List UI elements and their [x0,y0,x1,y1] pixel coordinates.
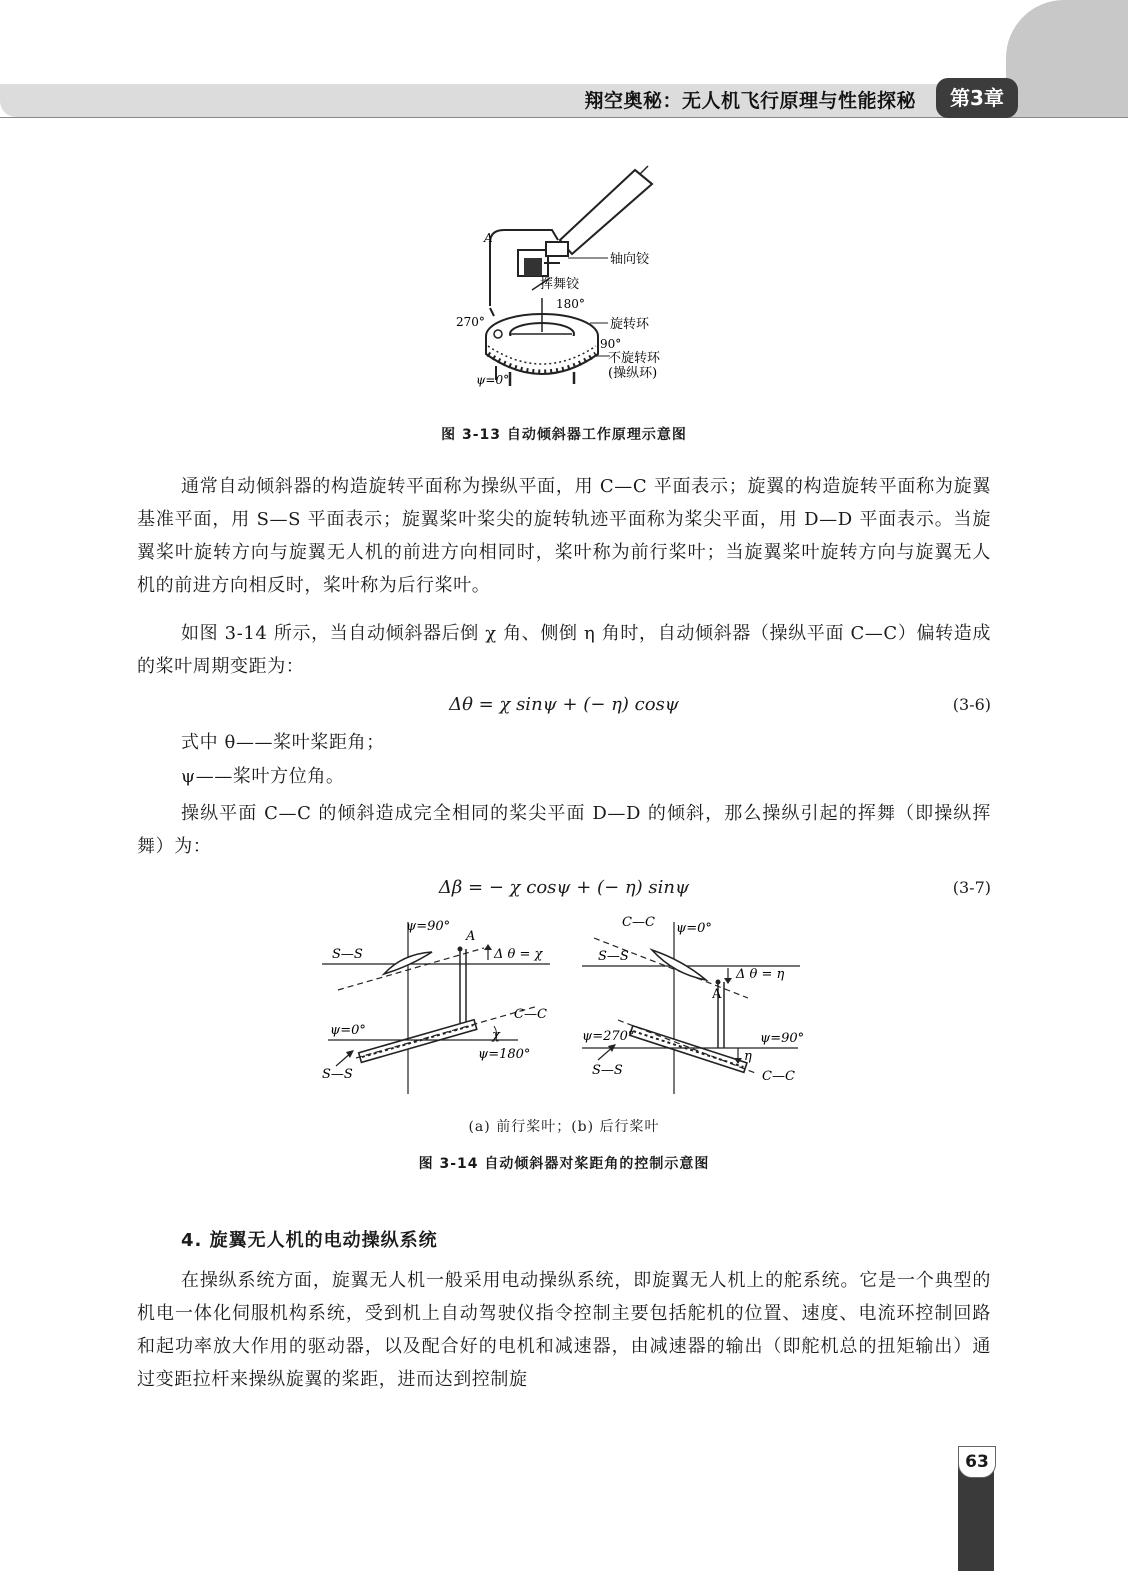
formula-3-7-expr: Δβ = − χ cosψ + (− η) sinψ [438,877,690,898]
paragraph-flapping: 操纵平面 C—C 的倾斜造成完全相同的桨尖平面 D—D 的倾斜，那么操纵引起的挥舞（即操纵挥舞）为： [137,803,991,857]
figure-3-13-caption: 图 3-13 自动倾斜器工作原理示意图 [441,427,687,443]
fig14b-psi270: ψ=270° [582,1029,635,1044]
fig13-label-psi0: ψ=0° [476,373,510,387]
fig13-label-270: 270° [456,315,485,329]
where-psi: ψ——桨叶方位角。 [181,766,345,787]
fig13-label-flap-hinge: 挥舞铰 [540,277,580,292]
fig14a-psi90: ψ=90° [406,919,451,934]
fig13-label-control-ring: (操纵环) [608,366,658,381]
fig14a-cc: C—C [514,1007,547,1022]
fig14b-psi90: ψ=90° [760,1031,805,1046]
paragraph-cyclic-pitch: 如图 3-14 所示，当自动倾斜器后倒 χ 角、侧倒 η 角时，自动倾斜器（操纵平面 C—C）偏转造成的桨叶周期变距为： [137,623,991,677]
fig13-label-a: A [484,231,493,245]
page-number: 63 [958,1446,996,1478]
formula-3-6 [137,688,991,721]
book-title: 翔空奥秘：无人机飞行原理与性能探秘 [584,90,916,112]
fig14a-ss-bottom: S—S [322,1067,353,1082]
fig14a-a: A [466,929,476,944]
fig13-label-180: 180° [556,297,585,311]
fig14b-eta: η [744,1049,752,1064]
figure-3-14-left-advancing [318,908,558,1098]
figure-3-14-right-retreating [578,908,810,1098]
paragraph-electric-control: 在操纵系统方面，旋翼无人机一般采用电动操纵系统，即旋翼无人机上的舵系统。它是一个典型的机电一体化伺服机构系统，受到机上自动驾驶仪指令控制主要包括舵机的位置、速度、电流环控制回路和起功率放大作用的驱动器，以及配合好的电机和减速器，由减速器的输出（即舵机总的扭矩输出）通过变距拉杆来操纵旋翼的桨距，进而达到控制旋 [137,1270,991,1390]
fig14b-ss-bottom: S—S [592,1063,623,1078]
fig14b-a: A [712,987,722,1002]
paragraph-planes: 通常自动倾斜器的构造旋转平面称为操纵平面，用 C—C 平面表示；旋翼的构造旋转平面称为旋翼基准平面，用 S—S 平面表示；旋翼桨叶桨尖的旋转轨迹平面称为桨尖平面，用 D—D 平面表示。当旋翼桨叶旋转方向与旋翼无人机的前进方向相同时，桨叶称为前行桨叶；当旋翼桨叶旋转方向与旋翼无人机的前进方向相反时，桨叶称为后行桨叶。 [137,476,991,596]
fig14a-psi0: ψ=0° [330,1023,366,1038]
fig14a-chi: χ [492,1028,500,1043]
fig13-label-axial-hinge: 轴向铰 [610,252,650,267]
fig14b-ss-top: S—S [598,949,629,964]
fig14b-dtheta: Δ θ = η [736,967,785,982]
figure-3-14-caption: 图 3-14 自动倾斜器对桨距角的控制示意图 [418,1156,710,1172]
figure-3-14-subcaption: (a) 前行桨叶；(b) 后行桨叶 [468,1119,660,1135]
formula-3-7 [137,871,991,904]
fig14b-cc-top: C—C [622,915,655,930]
header-tab [1006,0,1128,118]
section-heading: 4. 旋翼无人机的电动操纵系统 [181,1230,438,1251]
formula-3-6-expr: Δθ = χ sinψ + (− η) cosψ [449,694,679,715]
fig14a-ss-top: S—S [332,947,363,962]
formula-3-6-number: (3-6) [952,695,991,714]
fig14a-psi180: ψ=180° [478,1047,531,1062]
fig14b-cc-bottom: C—C [762,1069,795,1084]
formula-3-7-number: (3-7) [952,878,991,897]
fig14a-dtheta: Δ θ = χ [494,947,543,962]
figure-3-13-swashplate [440,158,680,398]
fig13-label-rotating-ring: 旋转环 [610,317,650,332]
fig13-label-nonrotating-ring: 不旋转环 [608,351,661,366]
where-theta: 式中 θ——桨叶桨距角； [181,732,385,753]
chapter-badge: 第3章 [936,78,1018,118]
fig13-label-90: 90° [600,337,622,351]
fig14b-psi0: ψ=0° [676,921,712,936]
